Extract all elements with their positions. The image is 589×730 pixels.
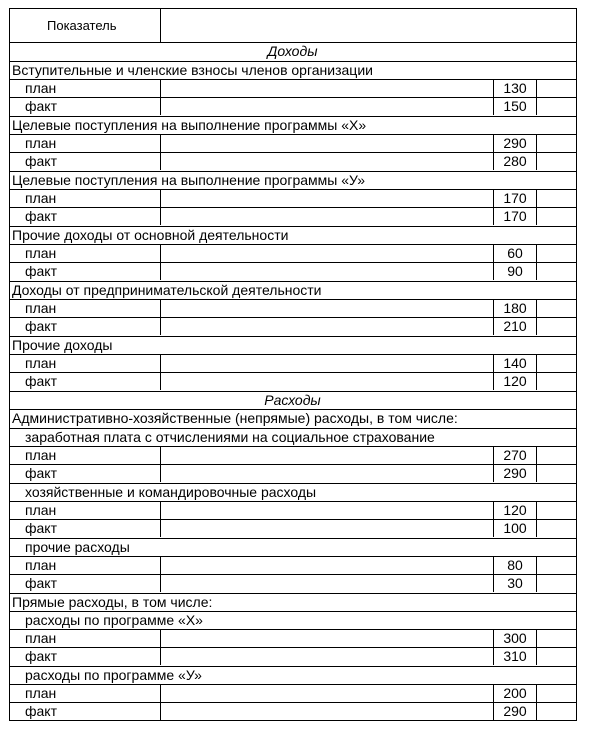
group-label: Доходы от предпринимательской деятельности xyxy=(12,282,322,298)
fact-label: факт xyxy=(25,373,57,389)
grid-line xyxy=(9,391,577,392)
grid-line xyxy=(160,647,161,665)
plan-value: 170 xyxy=(503,190,527,206)
subgroup-row xyxy=(9,428,576,446)
grid-line xyxy=(493,354,494,372)
header-label: Показатель xyxy=(47,18,117,33)
grid-line xyxy=(160,464,161,482)
grid-line xyxy=(493,134,494,152)
plan-label: план xyxy=(25,502,57,518)
plan-value: 180 xyxy=(503,300,527,316)
plan-label: план xyxy=(25,447,57,463)
grid-line xyxy=(9,281,577,282)
grid-line xyxy=(9,519,577,520)
plan-value: 130 xyxy=(503,80,527,96)
plan-label: план xyxy=(25,630,57,646)
grid-line xyxy=(493,152,494,170)
grid-line xyxy=(493,97,494,115)
plan-row xyxy=(9,629,576,647)
grid-line xyxy=(9,684,577,685)
grid-line xyxy=(160,207,161,225)
plan-value: 80 xyxy=(507,557,523,573)
grid-line xyxy=(536,629,537,647)
group-label: Прочие доходы xyxy=(12,337,113,353)
grid-line xyxy=(160,8,161,42)
grid-line xyxy=(9,226,577,227)
grid-line xyxy=(536,97,537,115)
fact-label: факт xyxy=(25,263,57,279)
plan-label: план xyxy=(25,245,57,261)
fact-row xyxy=(9,207,576,225)
grid-line xyxy=(493,189,494,207)
grid-line xyxy=(9,8,577,9)
subgroup-label: заработная плата с отчислениями на социальное страхование xyxy=(25,429,435,445)
grid-line xyxy=(493,556,494,574)
grid-line xyxy=(536,317,537,335)
grid-line xyxy=(160,262,161,280)
grid-line xyxy=(493,464,494,482)
grid-line xyxy=(493,702,494,720)
fact-label: факт xyxy=(25,465,57,481)
grid-line xyxy=(9,116,577,117)
fact-value: 210 xyxy=(503,318,527,334)
grid-line xyxy=(160,501,161,519)
grid-line xyxy=(576,8,577,720)
plan-value: 60 xyxy=(507,245,523,261)
grid-line xyxy=(9,134,577,135)
grid-line xyxy=(160,317,161,335)
fact-value: 100 xyxy=(503,520,527,536)
grid-line xyxy=(9,702,577,703)
fact-value: 290 xyxy=(503,703,527,719)
grid-line xyxy=(493,446,494,464)
group-row xyxy=(9,281,576,299)
grid-line xyxy=(493,262,494,280)
grid-line xyxy=(9,97,577,98)
grid-line xyxy=(160,299,161,317)
subgroup-label: расходы по программе «У» xyxy=(25,667,202,683)
grid-line xyxy=(9,501,577,502)
group-label: Целевые поступления на выполнение программы «Х» xyxy=(12,117,367,133)
grid-line xyxy=(536,574,537,592)
grid-line xyxy=(493,372,494,390)
plan-row xyxy=(9,134,576,152)
plan-value: 200 xyxy=(503,685,527,701)
section-title-income: Доходы xyxy=(267,43,318,59)
grid-line xyxy=(493,647,494,665)
grid-line xyxy=(493,317,494,335)
plan-value: 270 xyxy=(503,447,527,463)
group-row xyxy=(9,409,576,427)
grid-line xyxy=(536,299,537,317)
fact-label: факт xyxy=(25,208,57,224)
grid-line xyxy=(536,134,537,152)
grid-line xyxy=(160,372,161,390)
grid-line xyxy=(160,97,161,115)
grid-line xyxy=(9,152,577,153)
plan-label: план xyxy=(25,135,57,151)
subgroup-label: расходы по программе «Х» xyxy=(25,612,203,628)
section-title-row-income xyxy=(9,42,576,60)
grid-line xyxy=(9,262,577,263)
group-row xyxy=(9,61,576,79)
grid-line xyxy=(9,574,577,575)
fact-row xyxy=(9,574,576,592)
grid-line xyxy=(9,244,577,245)
fact-value: 150 xyxy=(503,98,527,114)
group-label: Прочие доходы от основной деятельности xyxy=(12,227,289,243)
grid-line xyxy=(536,189,537,207)
grid-line xyxy=(160,152,161,170)
plan-label: план xyxy=(25,557,57,573)
grid-line xyxy=(9,79,577,80)
fact-row xyxy=(9,647,576,665)
grid-line xyxy=(493,519,494,537)
grid-line xyxy=(160,519,161,537)
grid-line xyxy=(9,42,577,43)
subgroup-row xyxy=(9,611,576,629)
grid-line xyxy=(9,336,577,337)
grid-line xyxy=(9,464,577,465)
grid-line xyxy=(9,538,577,539)
grid-line xyxy=(536,464,537,482)
grid-line xyxy=(493,79,494,97)
grid-line xyxy=(9,556,577,557)
plan-row xyxy=(9,501,576,519)
group-row xyxy=(9,593,576,611)
plan-label: план xyxy=(25,685,57,701)
fact-value: 30 xyxy=(507,575,523,591)
grid-line xyxy=(160,556,161,574)
fact-value: 280 xyxy=(503,153,527,169)
grid-line xyxy=(9,207,577,208)
grid-line xyxy=(160,574,161,592)
grid-line xyxy=(9,446,577,447)
grid-line xyxy=(536,262,537,280)
fact-label: факт xyxy=(25,98,57,114)
fact-label: факт xyxy=(25,318,57,334)
grid-line xyxy=(536,244,537,262)
group-label: Прямые расходы, в том числе: xyxy=(12,594,213,610)
grid-line xyxy=(160,189,161,207)
group-row xyxy=(9,226,576,244)
fact-value: 170 xyxy=(503,208,527,224)
plan-row xyxy=(9,684,576,702)
grid-line xyxy=(536,519,537,537)
grid-line xyxy=(9,611,577,612)
grid-line xyxy=(9,372,577,373)
grid-line xyxy=(493,684,494,702)
fact-label: факт xyxy=(25,575,57,591)
grid-line xyxy=(536,684,537,702)
plan-label: план xyxy=(25,355,57,371)
plan-row xyxy=(9,556,576,574)
grid-line xyxy=(160,629,161,647)
grid-line xyxy=(9,409,577,410)
grid-line xyxy=(493,501,494,519)
grid-line xyxy=(9,61,577,62)
fact-row xyxy=(9,464,576,482)
grid-line xyxy=(9,666,577,667)
grid-line xyxy=(160,134,161,152)
plan-value: 140 xyxy=(503,355,527,371)
plan-row xyxy=(9,299,576,317)
fact-row xyxy=(9,372,576,390)
group-row xyxy=(9,336,576,354)
grid-line xyxy=(536,446,537,464)
grid-line xyxy=(536,647,537,665)
subgroup-label: хозяйственные и командировочные расходы xyxy=(25,484,317,500)
fact-row xyxy=(9,519,576,537)
grid-line xyxy=(536,501,537,519)
grid-line xyxy=(536,207,537,225)
plan-label: план xyxy=(25,190,57,206)
grid-line xyxy=(536,152,537,170)
subgroup-row xyxy=(9,483,576,501)
grid-line xyxy=(9,428,577,429)
grid-line xyxy=(536,702,537,720)
grid-line xyxy=(536,372,537,390)
grid-line xyxy=(9,720,577,721)
grid-line xyxy=(493,207,494,225)
grid-line xyxy=(9,8,10,720)
grid-line xyxy=(536,556,537,574)
fact-row xyxy=(9,317,576,335)
fact-label: факт xyxy=(25,703,57,719)
group-label: Административно-хозяйственные (непрямые) расходы, в том числе: xyxy=(12,410,458,426)
grid-line xyxy=(160,446,161,464)
grid-line xyxy=(160,79,161,97)
plan-row xyxy=(9,446,576,464)
grid-line xyxy=(9,171,577,172)
fact-value: 120 xyxy=(503,373,527,389)
grid-line xyxy=(9,299,577,300)
subgroup-label: прочие расходы xyxy=(25,539,130,555)
fact-row xyxy=(9,97,576,115)
grid-line xyxy=(9,189,577,190)
section-title-expenses: Расходы xyxy=(264,392,321,408)
grid-line xyxy=(493,299,494,317)
grid-line xyxy=(493,629,494,647)
grid-line xyxy=(160,684,161,702)
grid-line xyxy=(9,317,577,318)
plan-row xyxy=(9,79,576,97)
group-label: Вступительные и членские взносы членов организации xyxy=(12,62,373,78)
grid-line xyxy=(160,702,161,720)
fact-label: факт xyxy=(25,648,57,664)
grid-line xyxy=(493,244,494,262)
grid-line xyxy=(536,354,537,372)
plan-value: 120 xyxy=(503,502,527,518)
plan-row xyxy=(9,244,576,262)
plan-label: план xyxy=(25,80,57,96)
group-row xyxy=(9,171,576,189)
fact-label: факт xyxy=(25,153,57,169)
grid-line xyxy=(9,629,577,630)
subgroup-row xyxy=(9,538,576,556)
fact-row xyxy=(9,262,576,280)
plan-value: 300 xyxy=(503,630,527,646)
plan-row xyxy=(9,189,576,207)
grid-line xyxy=(493,574,494,592)
fact-value: 310 xyxy=(503,648,527,664)
fact-row xyxy=(9,152,576,170)
grid-line xyxy=(160,244,161,262)
grid-line xyxy=(9,354,577,355)
fact-value: 290 xyxy=(503,465,527,481)
subgroup-row xyxy=(9,666,576,684)
plan-value: 290 xyxy=(503,135,527,151)
grid-line xyxy=(9,483,577,484)
grid-line xyxy=(9,647,577,648)
grid-line xyxy=(9,593,577,594)
fact-label: факт xyxy=(25,520,57,536)
plan-row xyxy=(9,354,576,372)
plan-label: план xyxy=(25,300,57,316)
group-label: Целевые поступления на выполнение программы «У» xyxy=(12,172,366,188)
fact-row xyxy=(9,702,576,720)
section-title-row-expenses xyxy=(9,391,576,409)
grid-line xyxy=(536,79,537,97)
fact-value: 90 xyxy=(507,263,523,279)
group-row xyxy=(9,116,576,134)
grid-line xyxy=(160,354,161,372)
